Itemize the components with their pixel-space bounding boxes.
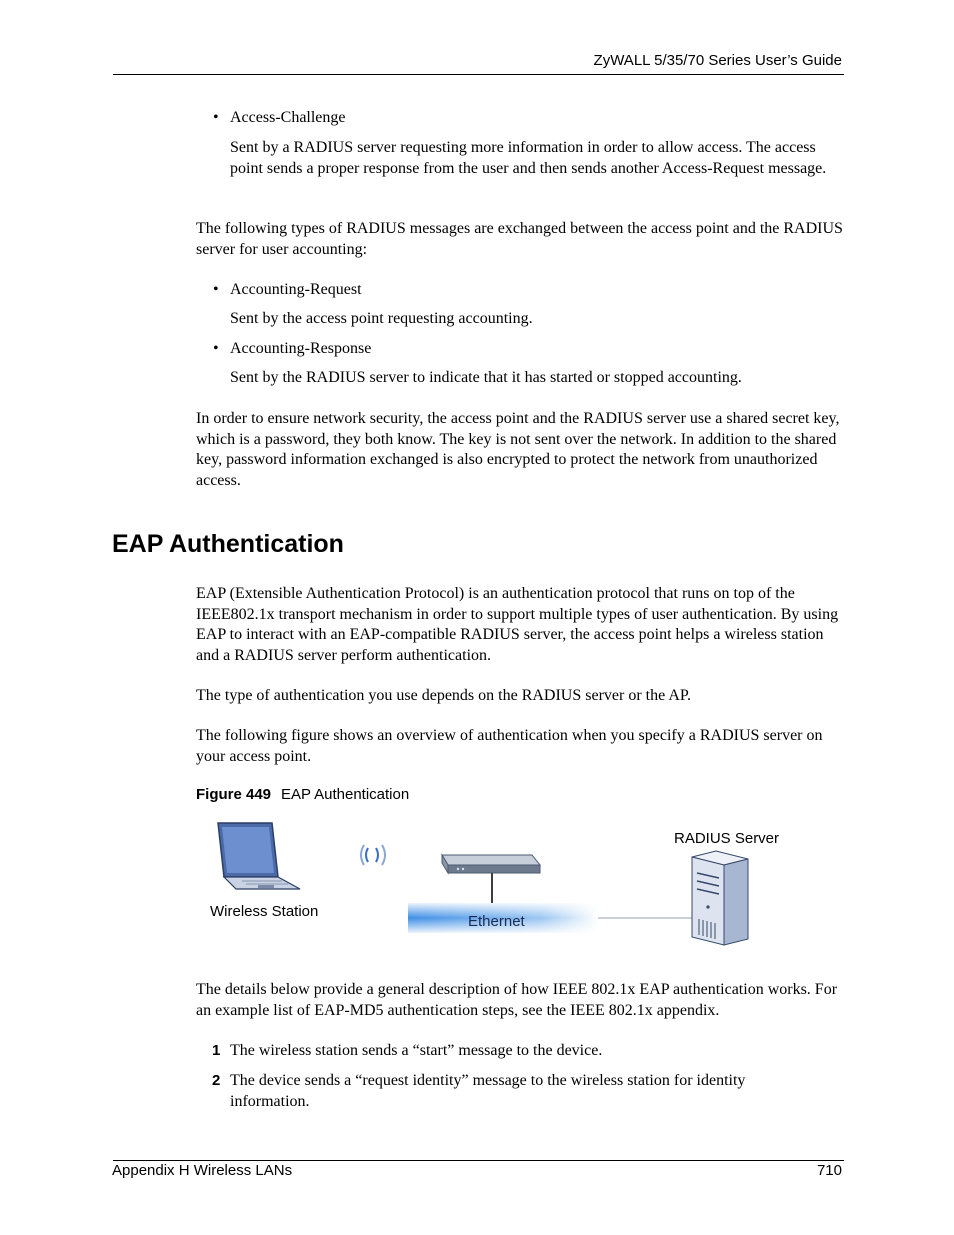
radius-server-label: RADIUS Server [674,830,780,847]
paragraph-auth-type: The type of authentication you use depends on the RADIUS server or the AP. [196,687,692,704]
bullet-description: Sent by a RADIUS server requesting more information in order to allow access. The access point sends a proper response from the user and then sends another Access-Request message. [230,139,827,177]
footer-chapter: Appendix H Wireless LANs [112,1162,293,1179]
paragraph-figure-intro: The following figure shows an overview of authentication when you specify a RADIUS server on your access point. [196,727,823,765]
ethernet-label: Ethernet [468,913,525,930]
header-rule [113,74,844,75]
eap-authentication-diagram [196,815,796,955]
step-number: 1 [212,1042,221,1059]
paragraph-details: The details below provide a general description of how IEEE 802.1x EAP authentication works. For an example list of EAP-MD5 authentication steps, see the IEEE 802.1x appendix. [196,981,838,1019]
step-text: The device sends a “request identity” message to the wireless station for identity information. [230,1072,746,1110]
wireless-signal-icon [361,845,385,865]
bullet-access-challenge: • Access-Challenge [213,109,346,126]
bullet-label: Accounting-Response [230,340,372,357]
paragraph-accounting-intro: The following types of RADIUS messages are exchanged between the access point and the RADIUS server for user accounting: [196,220,843,258]
figure-title: EAP Authentication [281,786,410,803]
paragraph-security: In order to ensure network security, the access point and the RADIUS server use a shared secret key, which is a password, they both know. The key is not sent over the network. In addition to the shared key, password information exchanged is also encrypted to protect the network from unauthorized access. [196,410,840,489]
bullet-accounting-response: • Accounting-Response [213,340,372,357]
figure-number: Figure 449 [196,786,272,803]
bullet-description: Sent by the RADIUS server to indicate that it has started or stopped accounting. [230,369,742,386]
footer-rule [113,1160,844,1161]
wireless-station-label: Wireless Station [210,903,319,920]
figure-caption [196,786,409,803]
bullet-accounting-request: • Accounting-Request [213,281,362,298]
bullet-description: Sent by the access point requesting accounting. [230,310,533,327]
laptop-icon [218,823,300,889]
bullet-label: Access-Challenge [230,109,346,126]
radius-server-icon [692,851,748,945]
section-title: EAP Authentication [112,530,344,558]
running-header: ZyWALL 5/35/70 Series User’s Guide [593,52,842,69]
step-text: The wireless station sends a “start” message to the device. [230,1042,603,1059]
step-number: 2 [212,1072,221,1089]
bullet-label: Accounting-Request [230,281,362,298]
page-number: 710 [816,1162,842,1179]
paragraph-eap-intro: EAP (Extensible Authentication Protocol) is an authentication protocol that runs on top of the IEEE802.1x transport mechanism in order to support multiple types of user authentication. By using EAP to interact with an EAP-compatible RADIUS server, the access point helps a wireless station and a RADIUS server perform authentication. [196,585,839,664]
access-point-icon [442,855,540,905]
